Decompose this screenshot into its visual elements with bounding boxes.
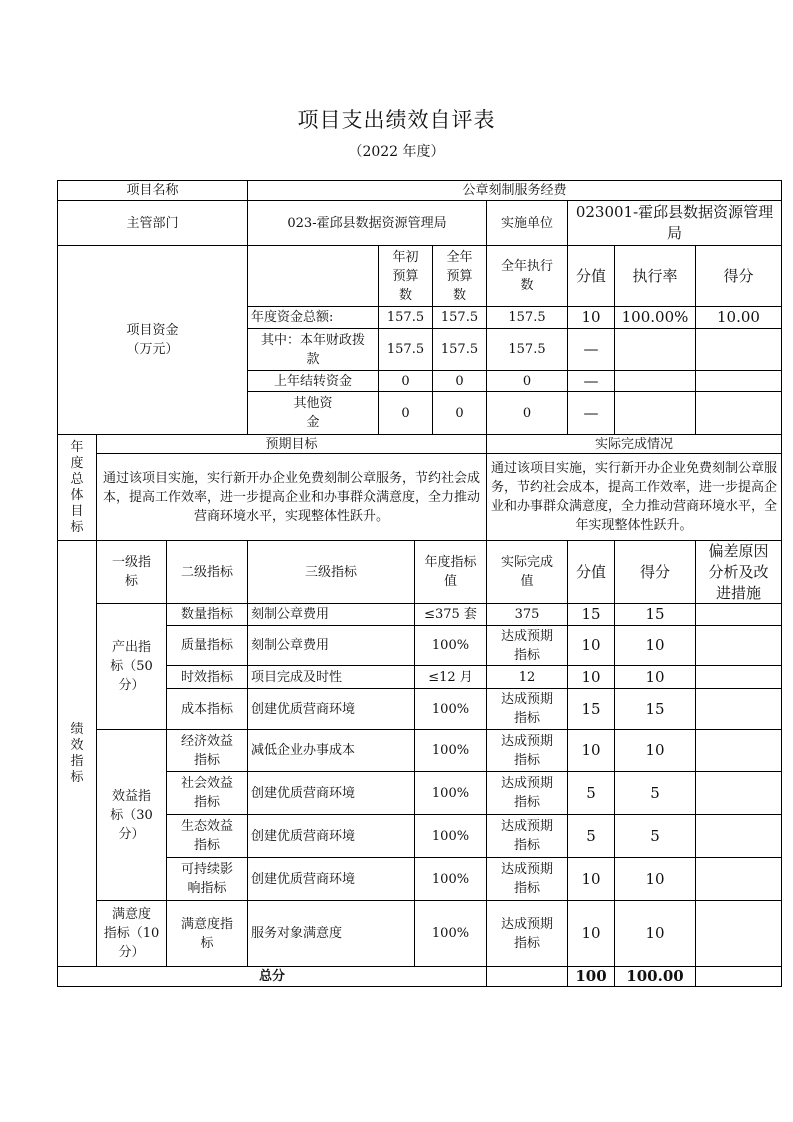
performance-row-l3-text: 创建优质营商环境 (251, 785, 356, 801)
unit-label-text: 实施单位 (500, 215, 553, 231)
performance-row-l2 (166, 603, 248, 626)
funds-row-annual (432, 306, 487, 329)
performance-row-l3-text: 减低企业办事成本 (251, 743, 356, 758)
total-blank (486, 966, 568, 987)
funds-row-rate-text: 100.00% (621, 308, 689, 326)
performance-row-deviation (695, 665, 782, 689)
performance-row-l3-text: 刻制公章费用 (251, 607, 330, 622)
dept-value-text: 023-霍邱县数据资源管理局 (287, 215, 447, 231)
performance-row-score-text: 10 (645, 869, 665, 888)
performance-row-l3 (247, 857, 415, 901)
performance-row-l3 (247, 814, 415, 858)
performance-row-value (567, 603, 615, 626)
funds-row-annual (432, 370, 487, 392)
performance-row-l3 (247, 771, 415, 815)
funds-row-score-value (567, 328, 615, 371)
performance-row-l2 (166, 771, 248, 815)
funds-label-text: 项目资金 （万元） (126, 323, 179, 357)
performance-row-actual (486, 900, 568, 967)
performance-row-l3 (247, 688, 415, 730)
performance-row-value-text: 5 (586, 783, 596, 802)
performance-row-score-text: 5 (650, 826, 660, 845)
performance-row-deviation (695, 771, 782, 815)
performance-row-l2 (166, 665, 248, 689)
performance-header-target-text: 年度指标 值 (424, 555, 477, 589)
funds-row-rate (614, 306, 696, 329)
performance-row-deviation (695, 625, 782, 666)
performance-header-value (567, 540, 615, 604)
performance-header-level1 (96, 540, 167, 604)
funds-row-executed-text: 157.5 (508, 310, 546, 325)
performance-row-l2-text: 质量指标 (180, 638, 233, 653)
performance-header-level3 (247, 540, 415, 604)
performance-row-actual (486, 603, 568, 626)
funds-row-executed (486, 370, 568, 392)
performance-row-score (614, 603, 696, 626)
goals-expected-header (96, 434, 487, 454)
funds-row-score-value-text: — (583, 371, 599, 390)
total-label-text: 总分 (258, 969, 285, 984)
funds-header-annual-text: 全年 预算 数 (446, 249, 473, 303)
funds-row-score-value-text: — (583, 340, 599, 358)
funds-row-initial-text: 0 (401, 373, 410, 389)
funds-row-label-text: 年度资金总额: (251, 310, 334, 325)
performance-header-level1-text: 一级指 标 (111, 555, 151, 589)
funds-row-label (247, 391, 379, 435)
unit-value (567, 200, 782, 246)
performance-row-l3-text: 服务对象满意度 (251, 926, 343, 941)
funds-row-executed-text: 157.5 (508, 342, 546, 357)
performance-header-score-text: 得分 (639, 562, 670, 581)
level1-output-text: 产出指 标（50 分） (110, 640, 153, 693)
performance-row-l2-text: 成本指标 (180, 701, 233, 717)
performance-row-value (567, 729, 615, 772)
funds-row-score-value (567, 391, 615, 435)
goals-actual-text (486, 453, 782, 541)
performance-row-actual-text: 达成预期 指标 (500, 916, 553, 951)
funds-header-rate (614, 245, 696, 307)
performance-row-l3-text: 刻制公章费用 (251, 638, 330, 653)
performance-row-l2 (166, 857, 248, 901)
performance-header-target (414, 540, 487, 604)
funds-row-label (247, 370, 379, 392)
page-subtitle: （2022 年度） (348, 144, 445, 160)
performance-row-l2-text: 时效指标 (180, 669, 233, 685)
funds-header-score-value-text: 分值 (575, 266, 606, 285)
funds-header-annual (432, 245, 487, 307)
performance-row-target-text: 100% (431, 871, 470, 887)
performance-row-deviation (695, 729, 782, 772)
funds-row-executed (486, 306, 568, 329)
performance-row-target-text: 100% (431, 701, 470, 717)
performance-header-level2-text: 二级指标 (180, 564, 233, 580)
performance-row-target (414, 814, 487, 858)
goals-actual-text-text: 通过该项目实施，实行新开办企业免费刻制公章服务，节约社会成本，提高工作效率，进一步提高企业和办事群众满意度，全力推动营商环境水平，全年实现整体性跃升。 (490, 461, 777, 533)
funds-row-initial-text: 157.5 (386, 342, 425, 357)
performance-row-actual-text: 375 (514, 607, 540, 622)
performance-row-l2-text: 生态效益 指标 (180, 819, 233, 853)
level1-output (96, 603, 167, 730)
performance-row-actual-text: 12 (518, 669, 536, 685)
performance-header-level3-text: 三级指标 (304, 564, 357, 580)
level1-satisfaction-text: 满意度 指标（10 分） (103, 907, 160, 960)
performance-row-deviation (695, 603, 782, 626)
performance-row-target (414, 625, 487, 666)
funds-row-score (695, 306, 782, 329)
goals-actual-header-text: 实际完成情况 (594, 436, 673, 452)
performance-row-deviation (695, 688, 782, 730)
funds-row-annual-text: 157.5 (440, 310, 479, 325)
performance-row-value (567, 625, 615, 666)
performance-row-l3-text: 创建优质营商环境 (251, 871, 356, 887)
performance-row-l3-text: 创建优质营商环境 (251, 828, 356, 844)
performance-row-l2-text: 可持续影 响指标 (180, 862, 233, 896)
funds-row-rate (614, 328, 696, 371)
performance-row-value (567, 900, 615, 967)
goals-expected-header-text: 预期目标 (265, 436, 318, 452)
performance-row-score (614, 665, 696, 689)
goals-label-text: 年 度 总 体 目 标 (70, 439, 84, 535)
performance-row-value (567, 665, 615, 689)
performance-header-actual-text: 实际完成 值 (500, 555, 553, 589)
page-title: 项目支出绩效自评表 (297, 108, 496, 132)
performance-row-l2 (166, 688, 248, 730)
performance-row-l3-text: 项目完成及时性 (251, 669, 343, 685)
funds-row-initial (378, 328, 433, 371)
performance-row-target-text: 100% (431, 828, 470, 844)
performance-row-actual (486, 771, 568, 815)
funds-row-rate (614, 391, 696, 435)
funds-row-executed-text: 0 (522, 405, 532, 421)
performance-row-score (614, 625, 696, 666)
funds-row-label (247, 306, 379, 329)
unit-value-text: 023001-霍邱县数据资源管理局 (575, 203, 774, 242)
performance-row-target (414, 665, 487, 689)
performance-row-actual-text: 达成预期 指标 (500, 776, 553, 810)
performance-row-l2 (166, 625, 248, 666)
funds-header-score (695, 245, 782, 307)
project-name-value-text: 公章刻制服务经费 (462, 183, 567, 198)
performance-row-deviation (695, 814, 782, 858)
performance-header-score (614, 540, 696, 604)
performance-row-l3 (247, 603, 415, 626)
funds-row-initial (378, 391, 433, 435)
performance-row-score-text: 15 (645, 699, 665, 718)
funds-row-executed (486, 328, 568, 371)
performance-row-value-text: 15 (581, 699, 601, 718)
funds-row-score-value-text: — (583, 403, 599, 422)
level1-benefit-text: 效益指 标（30 分） (110, 788, 153, 842)
funds-row-score (695, 391, 782, 435)
total-label (57, 966, 487, 987)
funds-row-score (695, 328, 782, 371)
performance-row-l3 (247, 625, 415, 666)
funds-header-score-value (567, 245, 615, 307)
funds-row-score-value (567, 306, 615, 329)
performance-row-target (414, 603, 487, 626)
funds-header-rate-text: 执行率 (632, 266, 678, 285)
performance-row-score (614, 900, 696, 967)
funds-row-score (695, 370, 782, 392)
funds-header-executed-text: 全年执行 数 (500, 259, 553, 293)
performance-row-value-text: 10 (581, 741, 601, 759)
performance-row-score (614, 814, 696, 858)
performance-row-l2 (166, 814, 248, 858)
performance-row-l2 (166, 900, 248, 967)
performance-row-actual (486, 625, 568, 666)
performance-row-target-text: ≤375 套 (424, 607, 477, 622)
performance-row-target (414, 857, 487, 901)
performance-header-value-text: 分值 (575, 562, 606, 581)
performance-row-actual (486, 665, 568, 689)
performance-row-l2-text: 经济效益 指标 (180, 733, 233, 768)
performance-row-score (614, 688, 696, 730)
performance-header-actual (486, 540, 568, 604)
performance-row-deviation (695, 900, 782, 967)
performance-row-l3 (247, 900, 415, 967)
goals-expected-text-text: 通过该项目实施，实行新开办企业免费刻制公章服务，节约社会成本，提高工作效率，进一步提高企业和办事群众满意度，全力推动营商环境水平，实现整体性跃升。 (102, 470, 480, 524)
funds-row-score-text: 10.00 (717, 308, 760, 326)
performance-row-target-text: 100% (431, 785, 470, 801)
performance-row-target-text: ≤12 月 (428, 669, 473, 685)
performance-row-deviation (695, 857, 782, 901)
funds-header-initial (378, 245, 433, 307)
funds-label (57, 245, 248, 435)
funds-row-annual-text: 157.5 (440, 342, 479, 357)
performance-row-l3 (247, 729, 415, 772)
funds-row-label-text: 其他资 金 (293, 396, 333, 430)
funds-row-annual (432, 328, 487, 371)
funds-row-annual-text: 0 (455, 405, 464, 421)
funds-row-annual-text: 0 (455, 373, 464, 389)
funds-row-label-text: 上年结转资金 (273, 373, 352, 389)
performance-row-value-text: 5 (586, 826, 596, 845)
performance-row-value-text: 10 (581, 869, 601, 888)
funds-header-executed (486, 245, 568, 307)
total-deviation (695, 966, 782, 987)
performance-row-value (567, 771, 615, 815)
total-score (614, 966, 696, 987)
unit-label (486, 200, 568, 246)
dept-label-text: 主管部门 (126, 215, 179, 231)
performance-row-score-text: 15 (645, 605, 665, 623)
total-value (567, 966, 615, 987)
funds-header-blank (247, 245, 379, 307)
performance-row-value-text: 10 (581, 667, 601, 686)
goals-label (57, 434, 97, 541)
performance-row-value (567, 857, 615, 901)
performance-header-deviation-text: 偏差原因 分析及改 进措施 (708, 541, 769, 602)
funds-row-executed-text: 0 (522, 373, 532, 389)
performance-row-actual (486, 688, 568, 730)
performance-header-deviation (695, 540, 782, 604)
funds-row-label (247, 328, 379, 371)
performance-row-score-text: 10 (645, 741, 665, 759)
performance-label-text: 绩 效 指 标 (70, 721, 84, 785)
performance-row-actual-text: 达成预期 指标 (500, 692, 553, 726)
level1-satisfaction (96, 900, 167, 967)
performance-row-score-text: 10 (645, 636, 665, 654)
performance-row-target (414, 688, 487, 730)
performance-row-target (414, 900, 487, 967)
project-name-label-text: 项目名称 (126, 183, 179, 198)
funds-row-initial (378, 370, 433, 392)
performance-row-score-text: 10 (645, 924, 665, 942)
total-value-text: 100 (575, 967, 607, 985)
performance-row-actual-text: 达成预期 指标 (500, 628, 553, 663)
performance-row-l3-text: 创建优质营商环境 (251, 701, 356, 717)
performance-row-score (614, 729, 696, 772)
dept-label (57, 200, 248, 246)
performance-row-value-text: 10 (581, 636, 601, 654)
performance-row-score (614, 857, 696, 901)
funds-header-initial-text: 年初 预算 数 (392, 249, 419, 303)
performance-label (57, 540, 97, 967)
performance-row-target-text: 100% (431, 638, 470, 653)
performance-row-l2-text: 数量指标 (180, 607, 233, 622)
performance-row-score-text: 10 (645, 667, 665, 686)
performance-row-l2-text: 社会效益 指标 (180, 776, 233, 810)
level1-benefit (96, 729, 167, 901)
dept-value (247, 200, 487, 246)
funds-row-score-value (567, 370, 615, 392)
performance-row-actual (486, 729, 568, 772)
performance-row-l3 (247, 665, 415, 689)
performance-row-actual (486, 814, 568, 858)
performance-row-actual-text: 达成预期 指标 (500, 733, 553, 768)
goals-expected-text (96, 453, 487, 541)
funds-row-annual (432, 391, 487, 435)
performance-header-level2 (166, 540, 248, 604)
performance-row-target (414, 729, 487, 772)
funds-row-initial (378, 306, 433, 329)
performance-row-score (614, 771, 696, 815)
performance-row-value (567, 814, 615, 858)
funds-row-initial-text: 157.5 (386, 310, 425, 325)
total-score-text: 100.00 (626, 967, 684, 985)
funds-row-label-text: 其中：本年财政拨 款 (260, 332, 365, 367)
performance-row-target-text: 100% (431, 926, 470, 941)
project-name-value (247, 180, 782, 201)
funds-row-executed (486, 391, 568, 435)
performance-row-target-text: 100% (431, 743, 470, 758)
performance-row-l2 (166, 729, 248, 772)
performance-row-actual-text: 达成预期 指标 (500, 862, 553, 896)
funds-row-initial-text: 0 (401, 405, 410, 421)
performance-row-l2-text: 满意度指 标 (180, 916, 233, 951)
performance-row-value-text: 10 (581, 924, 601, 942)
performance-row-score-text: 5 (650, 783, 660, 802)
performance-row-target (414, 771, 487, 815)
project-name-label (57, 180, 248, 201)
funds-row-rate (614, 370, 696, 392)
performance-row-actual-text: 达成预期 指标 (500, 819, 553, 853)
performance-row-actual (486, 857, 568, 901)
performance-row-value-text: 15 (581, 605, 601, 623)
funds-row-score-value-text: 10 (581, 308, 601, 326)
funds-header-score-text: 得分 (723, 266, 754, 285)
goals-actual-header (486, 434, 782, 454)
performance-row-value (567, 688, 615, 730)
